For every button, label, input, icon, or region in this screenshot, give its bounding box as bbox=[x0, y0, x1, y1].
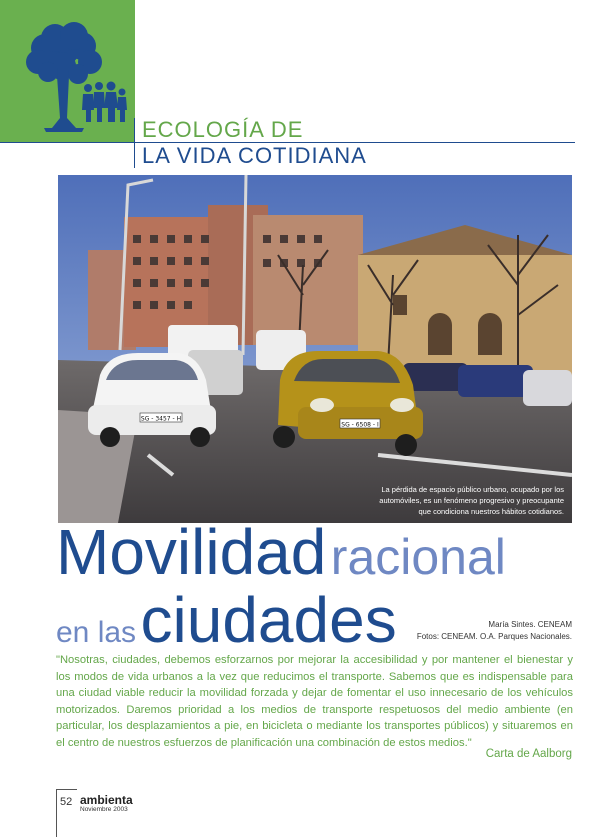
section-title-line2: LA VIDA COTIDIANA bbox=[142, 143, 367, 168]
svg-text:SG - 3457 - H: SG - 3457 - H bbox=[140, 415, 182, 423]
credits bbox=[417, 619, 572, 643]
headline-word-racional: racional bbox=[330, 529, 506, 585]
section-logo bbox=[0, 0, 135, 142]
page-number: 52 bbox=[60, 796, 73, 808]
tree-family-icon bbox=[0, 0, 135, 142]
headline-word-ciudades: ciudades bbox=[140, 584, 397, 656]
svg-text:SG - 6508 - I: SG - 6508 - I bbox=[341, 421, 379, 429]
quote-source: Carta de Aalborg bbox=[485, 748, 572, 760]
section-divider bbox=[134, 118, 135, 168]
intro-quote: "Nosotras, ciudades, debemos esforzarnos por mejorar la accesibilidad y por mantener el bienestar y los modos de vida urbanos a la vez que reducimos el transporte. Sabemos que es indispensable para una ciudad viable reducir la movilidad forzada y dejar de fomentar el uso innecesario de los vehículos motorizados. Daremos prioridad a los medios de transporte respetuosos del medio ambiente (en particular, los desplazamientos a pie, en bicicleta o mediante los transportes públicos) y situaremos en el centro de nuestros esfuerzos de planificación una combinación de estos medios." bbox=[56, 654, 573, 749]
issue-date: Noviembre 2003 bbox=[80, 806, 128, 813]
section-title-line1: ECOLOGÍA DE bbox=[142, 117, 304, 142]
street-photo bbox=[58, 175, 572, 523]
headline-word-en-las: en las bbox=[56, 616, 137, 649]
magazine-name: ambienta bbox=[80, 793, 133, 807]
street-scene-image bbox=[58, 175, 572, 523]
author-credit: María Sintes. CENEAM bbox=[488, 620, 572, 629]
photo-credit: Fotos: CENEAM. O.A. Parques Nacionales. bbox=[416, 632, 572, 641]
headline-word-movilidad: Movilidad bbox=[56, 516, 327, 588]
photo-caption: La pérdida de espacio público urbano, ocupado por los automóviles, es un fenómeno progresivo y preocupante que condiciona nuestros hábitos cotidianos. bbox=[379, 485, 564, 516]
